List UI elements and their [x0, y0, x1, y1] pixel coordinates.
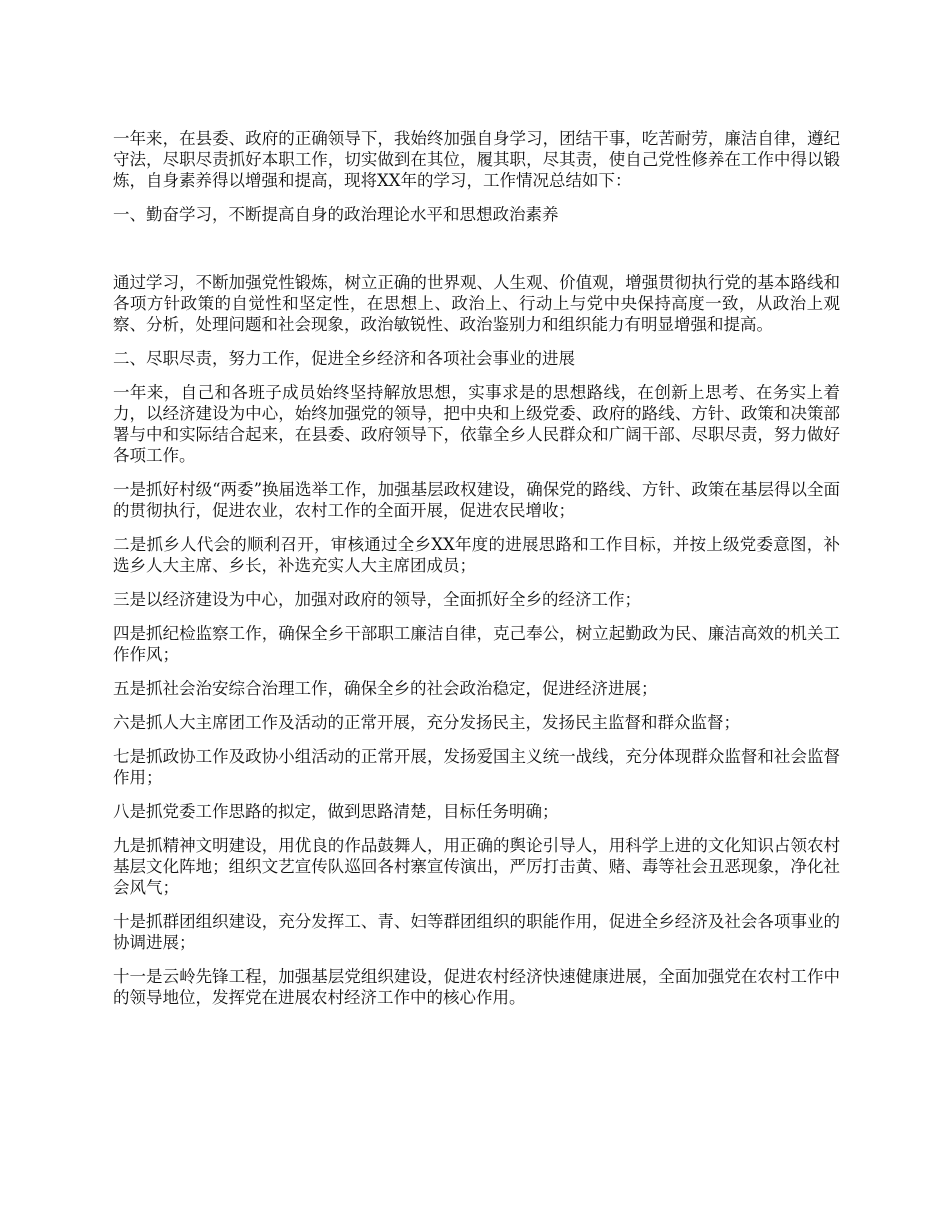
- list-item-2: 二是抓乡人代会的顺利召开，审核通过全乡XX年度的进展思路和工作目标，并按上级党委意图，补选乡人大主席、乡长，补选充实人大主席团成员；: [113, 535, 840, 575]
- list-item-9: 九是抓精神文明建设，用优良的作品鼓舞人，用正确的舆论引导人，用科学上进的文化知识占领农村基层文化阵地；组织文艺宣传队巡回各村寨宣传演出，严厉打击黄、赌、毒等社会丑恶现象，净化社会风气；: [113, 836, 840, 897]
- list-item-8: 八是抓党委工作思路的拟定，做到思路清楚，目标任务明确；: [113, 802, 559, 821]
- list-item-11: 十一是云岭先锋工程，加强基层党组织建设，促进农村经济快速健康进展，全面加强党在农村工作中的领导地位，发挥党在进展农村经济工作中的核心作用。: [113, 967, 840, 1007]
- paragraph-intro: 一年来，在县委、政府的正确领导下，我始终加强自身学习，团结干事，吃苦耐劳，廉洁自律，遵纪守法，尽职尽责抓好本职工作，切实做到在其位，履其职，尽其责，使自己党性修养在工作中得以锻炼，自身素养得以增强和提高，现将XX年的学习，工作情况总结如下：: [113, 129, 840, 190]
- list-item-5: 五是抓社会治安综合治理工作，确保全乡的社会政治稳定，促进经济进展；: [113, 679, 658, 698]
- list-item-10: 十是抓群团组织建设，充分发挥工、青、妇等群团组织的职能作用，促进全乡经济及社会各项事业的协调进展；: [113, 912, 840, 952]
- list-item-4: 四是抓纪检监察工作，确保全乡干部职工廉洁自律，克己奉公，树立起勤政为民、廉洁高效的机关工作作风；: [113, 624, 840, 664]
- section-heading-1: 一、勤奋学习，不断提高自身的政治理论水平和思想政治素养: [113, 205, 559, 224]
- list-item-6: 六是抓人大主席团工作及活动的正常开展，充分发扬民主，发扬民主监督和群众监督；: [113, 713, 740, 732]
- list-item-1: 一是抓好村级“两委”换届选举工作，加强基层政权建设，确保党的路线、方针、政策在基层得以全面的贯彻执行，促进农业，农村工作的全面开展，促进农民增收；: [113, 480, 840, 520]
- list-item-7: 七是抓政协工作及政协小组活动的正常开展，发扬爱国主义统一战线，充分体现群众监督和社会监督作用；: [113, 747, 840, 787]
- paragraph-work-overview: 一年来，自己和各班子成员始终坚持解放思想，实事求是的思想路线，在创新上思考、在务实上着力，以经济建设为中心，始终加强党的领导，把中央和上级党委、政府的路线、方针、政策和决策部署与中和实际结合起来，在县委、政府领导下，依靠全乡人民群众和广阔干部、尽职尽责，努力做好各项工作。: [113, 383, 840, 465]
- section-heading-2: 二、尽职尽责，努力工作，促进全乡经济和各项社会事业的进展: [113, 349, 575, 368]
- list-item-3: 三是以经济建设为中心，加强对政府的领导，全面抓好全乡的经济工作；: [113, 590, 641, 609]
- blank-gap: [113, 238, 840, 272]
- document-body: [113, 128, 840, 1021]
- paragraph-study: 通过学习，不断加强党性锻炼，树立正确的世界观、人生观、价值观，增强贯彻执行党的基本路线和各项方针政策的自觉性和坚定性，在思想上、政治上、行动上与党中央保持高度一致，从政治上观察、分析，处理问题和社会现象，政治敏锐性、政治鉴别力和组织能力有明显增强和提高。: [113, 273, 840, 334]
